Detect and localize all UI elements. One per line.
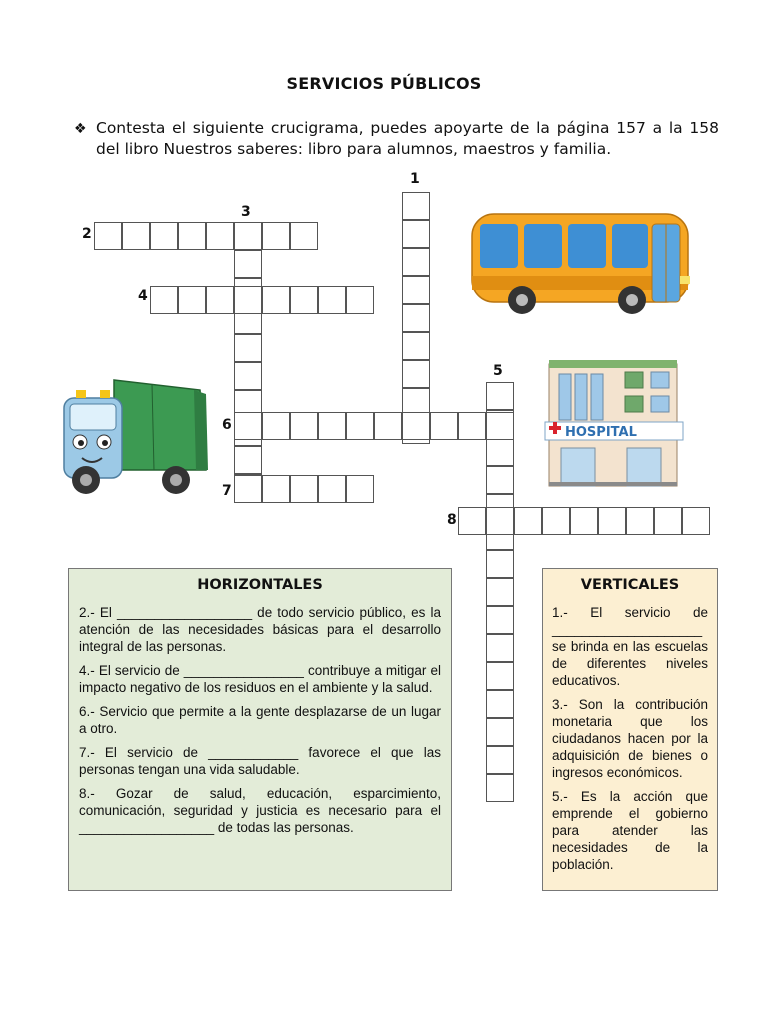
crossword-cell-2-7[interactable]: [262, 222, 290, 250]
crossword-cell-5-7[interactable]: [486, 550, 514, 578]
clue-number-2: 2: [82, 226, 92, 242]
crossword-cell-5-1[interactable]: [486, 382, 514, 410]
crossword-cell-8-8[interactable]: [654, 507, 682, 535]
clue-number-1: 1: [410, 171, 420, 187]
crossword-cell-6-3[interactable]: [290, 412, 318, 440]
crossword-cell-6-6[interactable]: [374, 412, 402, 440]
crossword-cell-7-1[interactable]: [234, 475, 262, 503]
crossword-cell-1-2[interactable]: [402, 220, 430, 248]
crossword-cell-4-5[interactable]: [262, 286, 290, 314]
crossword-cell-5-4[interactable]: [486, 466, 514, 494]
crossword-cell-7-3[interactable]: [290, 475, 318, 503]
crossword-cell-3-5[interactable]: [234, 334, 262, 362]
crossword-cell-2-3[interactable]: [150, 222, 178, 250]
crossword-cell-6-7[interactable]: [402, 412, 430, 440]
crossword-cell-4-4[interactable]: [234, 286, 262, 314]
worksheet-title: SERVICIOS PÚBLICOS: [286, 74, 482, 93]
crossword-cell-5-9[interactable]: [486, 606, 514, 634]
crossword-cell-7-2[interactable]: [262, 475, 290, 503]
horizontal-clue-8: 8.- Gozar de salud, educación, esparcimiento, comunicación, seguridad y justicia es necesario para el __________________ de todas las personas.: [79, 786, 441, 835]
horizontales-heading: HORIZONTALES: [197, 577, 323, 593]
diamond-bullet-icon: ❖: [74, 121, 87, 137]
crossword-cell-2-1[interactable]: [94, 222, 122, 250]
clue-number-3: 3: [241, 204, 251, 220]
crossword-cell-6-4[interactable]: [318, 412, 346, 440]
crossword-cell-5-8[interactable]: [486, 578, 514, 606]
vertical-clue-1: 1.- El servicio de ____________________ se brinda en las escuelas de diferentes niveles educativos.: [552, 605, 708, 688]
instructions-text: Contesta el siguiente crucigrama, puedes apoyarte de la página 157 a la 158 del libro Nuestros saberes: libro para alumnos, maestros y familia.: [96, 119, 719, 158]
crossword-cell-4-6[interactable]: [290, 286, 318, 314]
crossword-cell-7-4[interactable]: [318, 475, 346, 503]
vertical-clue-5: 5.- Es la acción que emprende el gobierno para atender las necesidades de la población.: [552, 789, 708, 872]
crossword-cell-1-1[interactable]: [402, 192, 430, 220]
verticales-panel: [542, 568, 718, 891]
vertical-clue-3: 3.- Son la contribución monetaria que los ciudadanos hacen por la adquisición de bienes o ingresos económicos.: [552, 697, 708, 780]
garbage-truck-illustration: [56, 370, 212, 500]
clue-number-7: 7: [222, 483, 232, 499]
crossword-cell-4-1[interactable]: [150, 286, 178, 314]
crossword-cell-8-6[interactable]: [598, 507, 626, 535]
crossword-cell-6-1[interactable]: [234, 412, 262, 440]
crossword-cell-4-3[interactable]: [206, 286, 234, 314]
crossword-cell-3-2[interactable]: [234, 250, 262, 278]
crossword-cell-3-6[interactable]: [234, 362, 262, 390]
hospital-sign: HOSPITAL: [565, 425, 637, 440]
hospital-illustration: [541, 356, 686, 488]
clue-number-5: 5: [493, 363, 503, 379]
crossword-cell-1-3[interactable]: [402, 248, 430, 276]
crossword-cell-8-5[interactable]: [570, 507, 598, 535]
crossword-cell-6-5[interactable]: [346, 412, 374, 440]
crossword-cell-3-9[interactable]: [234, 446, 262, 474]
crossword-cell-5-14[interactable]: [486, 746, 514, 774]
verticales-heading: VERTICALES: [580, 577, 680, 593]
crossword-cell-5-3[interactable]: [486, 438, 514, 466]
horizontales-panel: [68, 568, 452, 891]
crossword-cell-6-2[interactable]: [262, 412, 290, 440]
clue-number-4: 4: [138, 288, 148, 304]
horizontal-clue-6: 6.- Servicio que permite a la gente desplazarse de un lugar a otro.: [79, 704, 441, 736]
crossword-cell-2-5[interactable]: [206, 222, 234, 250]
crossword-cell-5-11[interactable]: [486, 662, 514, 690]
crossword-cell-6-8[interactable]: [430, 412, 458, 440]
crossword-cell-2-8[interactable]: [290, 222, 318, 250]
crossword-cell-1-6[interactable]: [402, 332, 430, 360]
clue-number-6: 6: [222, 417, 232, 433]
crossword-cell-2-6[interactable]: [234, 222, 262, 250]
crossword-cell-5-15[interactable]: [486, 774, 514, 802]
horizontal-clue-4: 4.- El servicio de ________________ contribuye a mitigar el impacto negativo de los residuos en el ambiente y la salud.: [79, 663, 441, 695]
crossword-cell-4-8[interactable]: [346, 286, 374, 314]
horizontal-clue-2: 2.- El __________________ de todo servicio público, es la atención de las necesidades básicas para el desarrollo integral de las personas.: [79, 605, 441, 654]
crossword-cell-8-7[interactable]: [626, 507, 654, 535]
crossword-cell-8-2[interactable]: [486, 507, 514, 535]
crossword-cell-8-9[interactable]: [682, 507, 710, 535]
clue-number-8: 8: [447, 512, 457, 528]
crossword-cell-6-9[interactable]: [458, 412, 486, 440]
horizontal-clue-7: 7.- El servicio de ____________ favorece el que las personas tengan una vida saludable.: [79, 745, 441, 777]
crossword-cell-4-7[interactable]: [318, 286, 346, 314]
crossword-cell-1-4[interactable]: [402, 276, 430, 304]
crossword-cell-5-13[interactable]: [486, 718, 514, 746]
crossword-cell-7-5[interactable]: [346, 475, 374, 503]
crossword-cell-4-2[interactable]: [178, 286, 206, 314]
crossword-cell-1-7[interactable]: [402, 360, 430, 388]
crossword-cell-5-12[interactable]: [486, 690, 514, 718]
crossword-cell-2-2[interactable]: [122, 222, 150, 250]
crossword-cell-8-3[interactable]: [514, 507, 542, 535]
crossword-cell-2-4[interactable]: [178, 222, 206, 250]
crossword-cell-6-10[interactable]: [486, 412, 514, 440]
crossword-cell-5-10[interactable]: [486, 634, 514, 662]
crossword-cell-1-5[interactable]: [402, 304, 430, 332]
crossword-cell-8-1[interactable]: [458, 507, 486, 535]
bus-illustration: [466, 206, 696, 318]
crossword-cell-8-4[interactable]: [542, 507, 570, 535]
